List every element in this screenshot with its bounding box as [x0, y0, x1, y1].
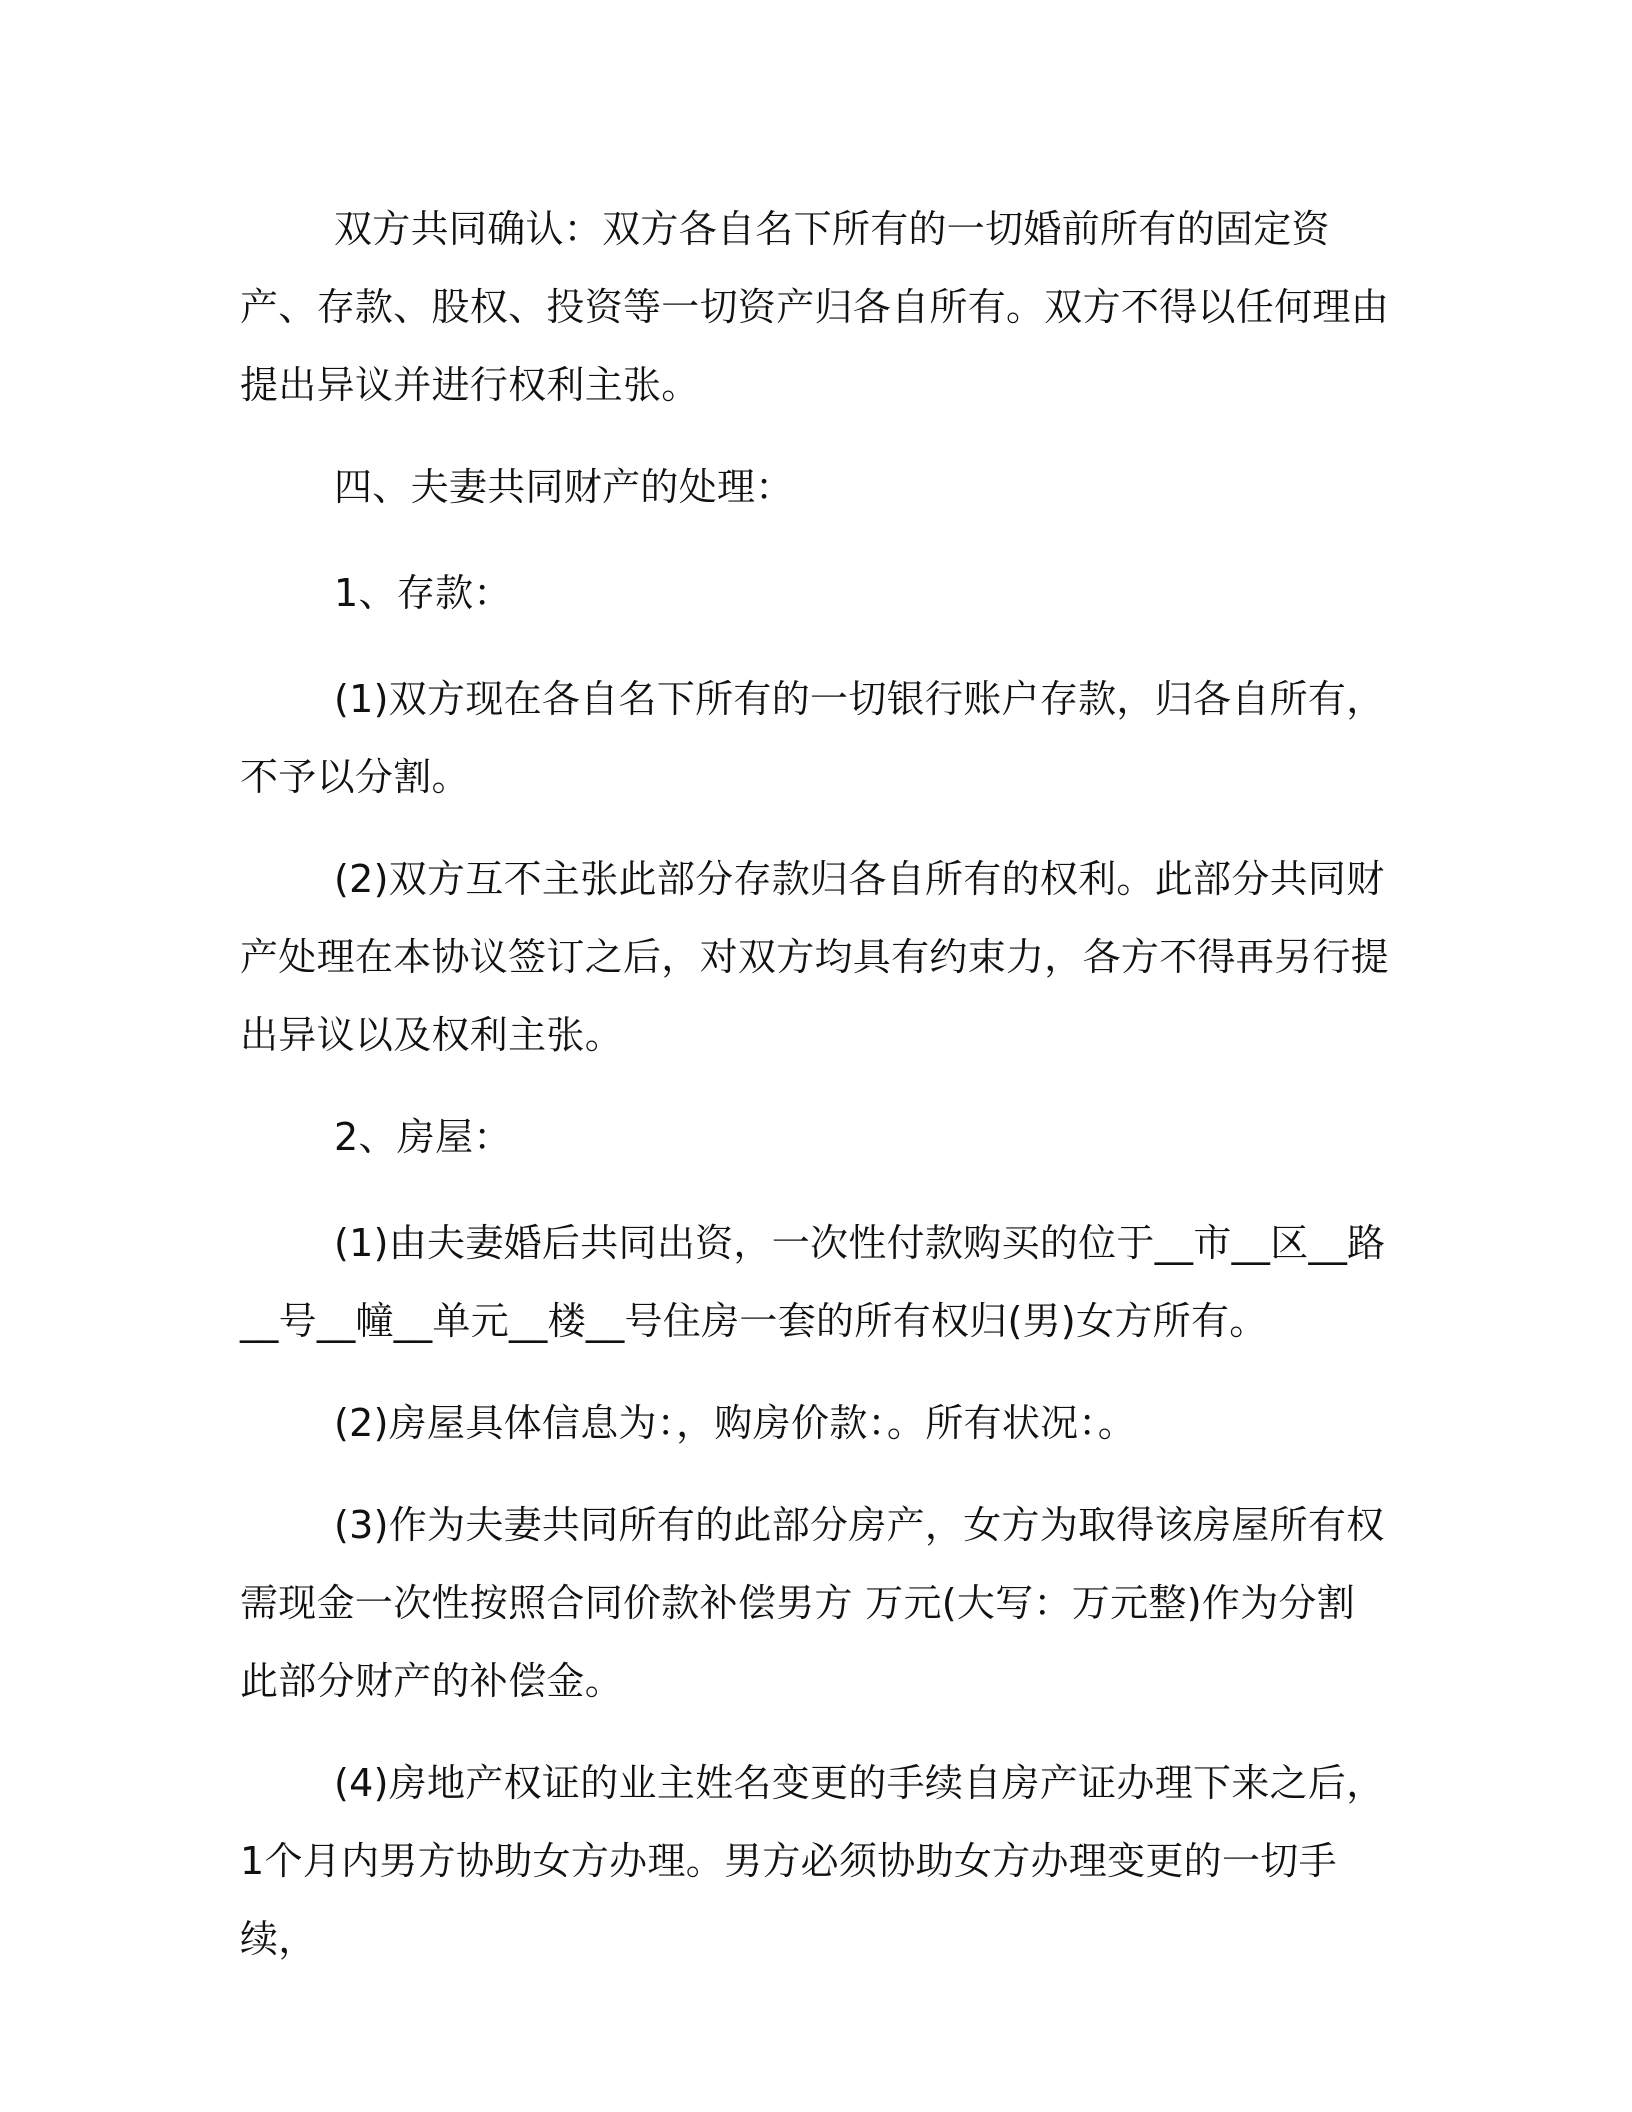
paragraph-deposits-1: (1)双方现在各自名下所有的一切银行账户存款，归各自所有，不予以分割。 — [240, 677, 1385, 799]
paragraph-house-3: (3)作为夫妻共同所有的此部分房产，女方为取得该房屋所有权需现金一次性按照合同价款补偿男方 万元(大写：万元整)作为分割此部分财产的补偿金。 — [240, 1503, 1385, 1703]
paragraph-house-4: (4)房地产权证的业主姓名变更的手续自房产证办理下来之后，1个月内男方协助女方办理。男方必须协助女方办理变更的一切手续， — [240, 1761, 1385, 1961]
paragraph-house-1: (1)由夫妻婚后共同出资，一次性付款购买的位于__市__区__路__号__幢__单元__楼__号住房一套的所有权归(男)女方所有。 — [240, 1221, 1386, 1343]
document-body — [240, 190, 1392, 2002]
subsection-heading-house: 2、房屋： — [334, 1115, 512, 1159]
paragraph-house-2: (2)房屋具体信息为：，购房价款：。所有状况：。 — [334, 1401, 1137, 1445]
section-heading-joint-property: 四、夫妻共同财产的处理： — [334, 465, 794, 509]
paragraph-confirmation: 双方共同确认：双方各自名下所有的一切婚前所有的固定资产、存款、股权、投资等一切资产归各自所有。双方不得以任何理由提出异议并进行权利主张。 — [240, 207, 1390, 407]
paragraph-deposits-2: (2)双方互不主张此部分存款归各自所有的权利。此部分共同财产处理在本协议签订之后，对双方均具有约束力，各方不得再另行提出异议以及权利主张。 — [240, 857, 1390, 1057]
subsection-heading-deposits: 1、存款： — [334, 571, 512, 615]
